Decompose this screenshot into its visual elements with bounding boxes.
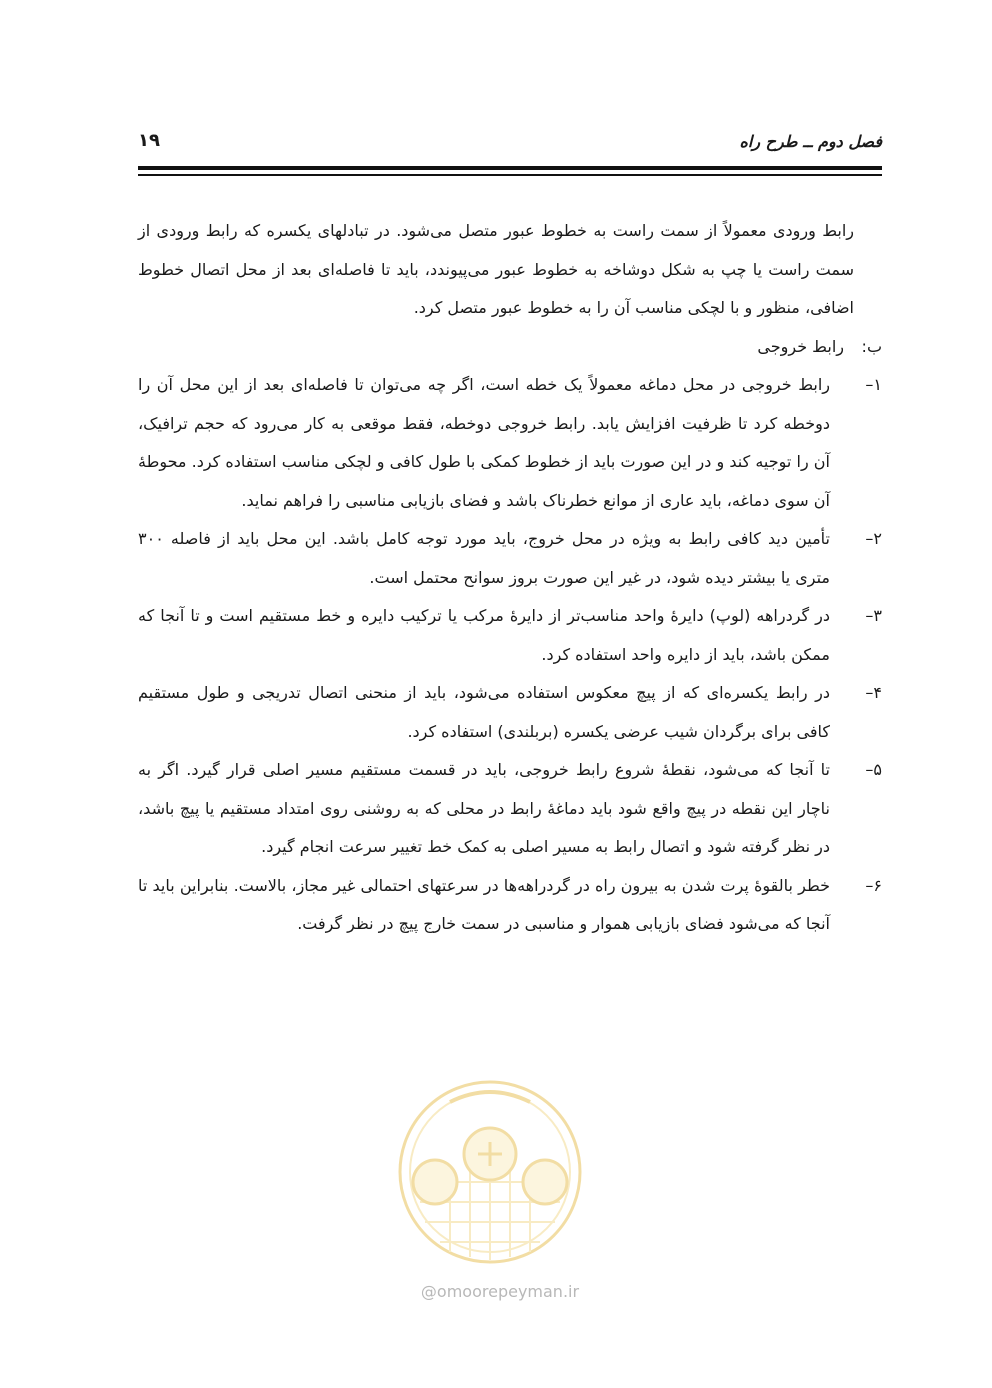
section-title: رابط خروجی <box>757 336 844 356</box>
watermark-site: @omoorepeyman.ir <box>420 1282 580 1301</box>
list-item-number: ۳– <box>865 606 882 625</box>
list-item-text: تا آنجا که می‌شود، نقطهٔ شروع رابط خروجی، باید در قسمت مستقیم مسیر اصلی قرار گیرد. اگر به ناچار این نقطه در پیچ واقع شود باید دماغهٔ رابط در محلی که به روشنی روی امتداد مستقیم یا پیچ باشد، در نظر گرفته شود و اتصال رابط به مسیر اصلی به کمک خط تغییر سرعت انجام گیرد. <box>138 760 830 856</box>
list-item <box>138 520 882 597</box>
chapter-title: فصل دوم ــ طرح راه <box>739 132 882 151</box>
page-number: ۱۹ <box>138 130 160 151</box>
list-item-text: در گردراهه (لوپ) دایرهٔ واحد مناسب‌تر از دایرهٔ مرکب یا ترکیب دایره و خط مستقیم است و تا آنجا که ممکن باشد، باید از دایره واحد استفاده کرد. <box>138 606 830 664</box>
list-item-text: رابط خروجی در محل دماغه معمولاً یک خطه است، اگر چه می‌توان تا فاصله‌ای بعد از این محل آن را دوخطه کرد تا ظرفیت افزایش یابد. رابط خروجی دوخطه، فقط موقعی به کار می‌رود که حجم ترافیک، آن را توجیه کند و در این صورت باید از خطوط کمکی با طول کافی و لچکی مناسب استفاده کرد. محوطهٔ آن سوی دماغه، باید عاری از موانع خطرناک باشد و فضای بازیابی مناسبی را فراهم نماید. <box>138 375 830 510</box>
list-item-number: ۵– <box>865 760 882 779</box>
intro-paragraph: رابط ورودی معمولاً از سمت راست به خطوط عبور متصل می‌شود. در تبادلهای یکسره که رابط ورودی از سمت راست یا چپ به شکل دوشاخه به خطوط عبور می‌پیوندد، باید تا فاصله‌ای بعد از محل اتصال خطوط اضافی، منظور و با لچکی مناسب آن را به خطوط عبور متصل کرد. <box>138 221 854 317</box>
page-body <box>138 212 882 944</box>
list-item-text: در رابط یکسره‌ای که از پیچ معکوس استفاده می‌شود، باید از منحنی اتصال تدریجی و طول مستقیم کافی برای برگردان شیب عرضی یکسره (بربلندی) استفاده کرد. <box>138 683 830 741</box>
page-header <box>138 128 882 158</box>
list-item-number: ۴– <box>865 683 882 702</box>
list-item-text: خطر بالقوهٔ پرت شدن به بیرون راه در گردراهه‌ها در سرعتهای احتمالی غیر مجاز، بالاست. بنابراین باید تا آنجا که می‌شود فضای بازیابی هموار و مناسبی در سمت خارج پیچ در نظر گرفت. <box>138 875 830 933</box>
header-rule-thick <box>138 166 882 170</box>
section-marker: ب: <box>861 336 882 356</box>
list-item <box>138 366 882 520</box>
header-rule-thin <box>138 174 882 176</box>
list-item-number: ۲– <box>865 529 882 548</box>
list-item-text: تأمین دید کافی رابط به ویژه در محل خروج، باید مورد توجه کامل باشد. این محل باید از فاصله ۳۰۰ متری یا بیشتر دیده شود، در غیر این صورت بروز سوانح محتمل است. <box>138 529 830 587</box>
section-heading <box>138 328 882 367</box>
list-item <box>138 674 882 751</box>
list-item <box>138 751 882 867</box>
watermark-logo-icon <box>390 1072 590 1272</box>
list-item <box>138 867 882 944</box>
list-item <box>138 597 882 674</box>
list-item-number: ۶– <box>865 875 882 895</box>
list-item-number: ۱– <box>865 375 882 394</box>
